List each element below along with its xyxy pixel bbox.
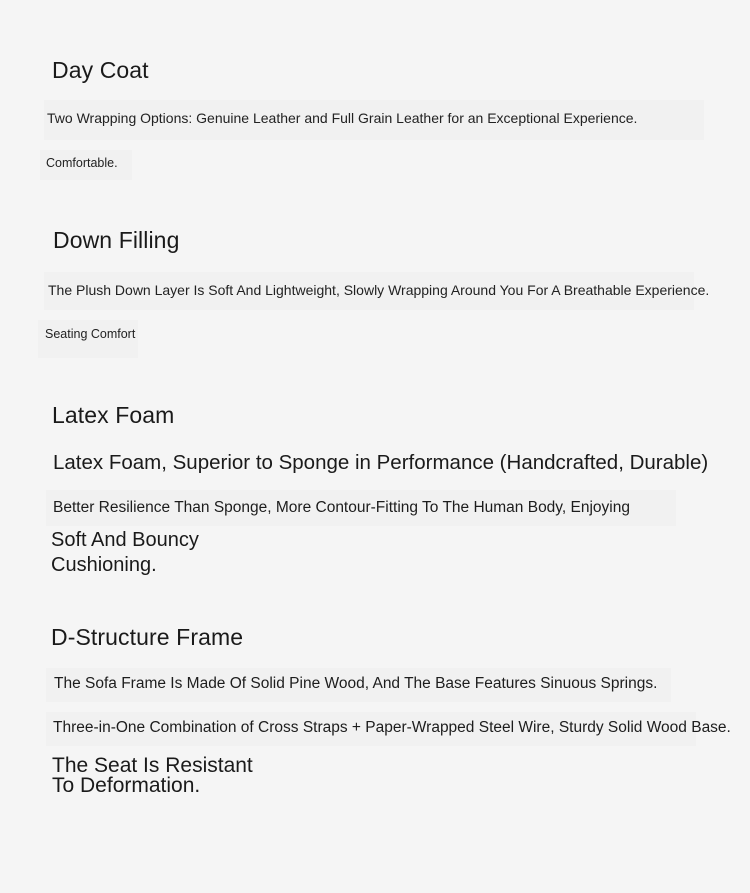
section-tag-line: To Deformation. xyxy=(52,774,201,797)
section-tag-line: Cushioning. xyxy=(51,554,157,576)
section-tag-line: Soft And Bouncy xyxy=(51,529,199,551)
section-description-day-coat: Two Wrapping Options: Genuine Leather and Full Grain Leather for an Exceptional Experience. xyxy=(47,110,638,126)
section-title-latex-foam: Latex Foam xyxy=(52,402,175,428)
section-tag-down-filling: Seating Comfort xyxy=(45,327,136,341)
section-title-d-structure-frame: D-Structure Frame xyxy=(51,624,244,650)
section-tag-line: The Seat Is Resistant xyxy=(52,754,253,777)
section-description-latex-foam: Better Resilience Than Sponge, More Contour-Fitting To The Human Body, Enjoying xyxy=(53,499,630,516)
section-title-down-filling: Down Filling xyxy=(53,227,180,253)
section-tag-latex-foam xyxy=(51,528,199,578)
section-description-frame-2: Three-in-One Combination of Cross Straps + Paper-Wrapped Steel Wire, Sturdy Solid Wood Base. xyxy=(53,719,731,736)
section-tag-day-coat: Comfortable. xyxy=(46,156,118,170)
section-title-day-coat: Day Coat xyxy=(52,57,149,83)
section-tag-d-structure-frame xyxy=(52,756,253,796)
section-description-down-filling: The Plush Down Layer Is Soft And Lightweight, Slowly Wrapping Around You For A Breathable Experience. xyxy=(48,282,710,298)
section-description-frame-1: The Sofa Frame Is Made Of Solid Pine Wood, And The Base Features Sinuous Springs. xyxy=(54,675,658,692)
section-subtitle-latex-foam: Latex Foam, Superior to Sponge in Performance (Handcrafted, Durable) xyxy=(53,451,709,474)
